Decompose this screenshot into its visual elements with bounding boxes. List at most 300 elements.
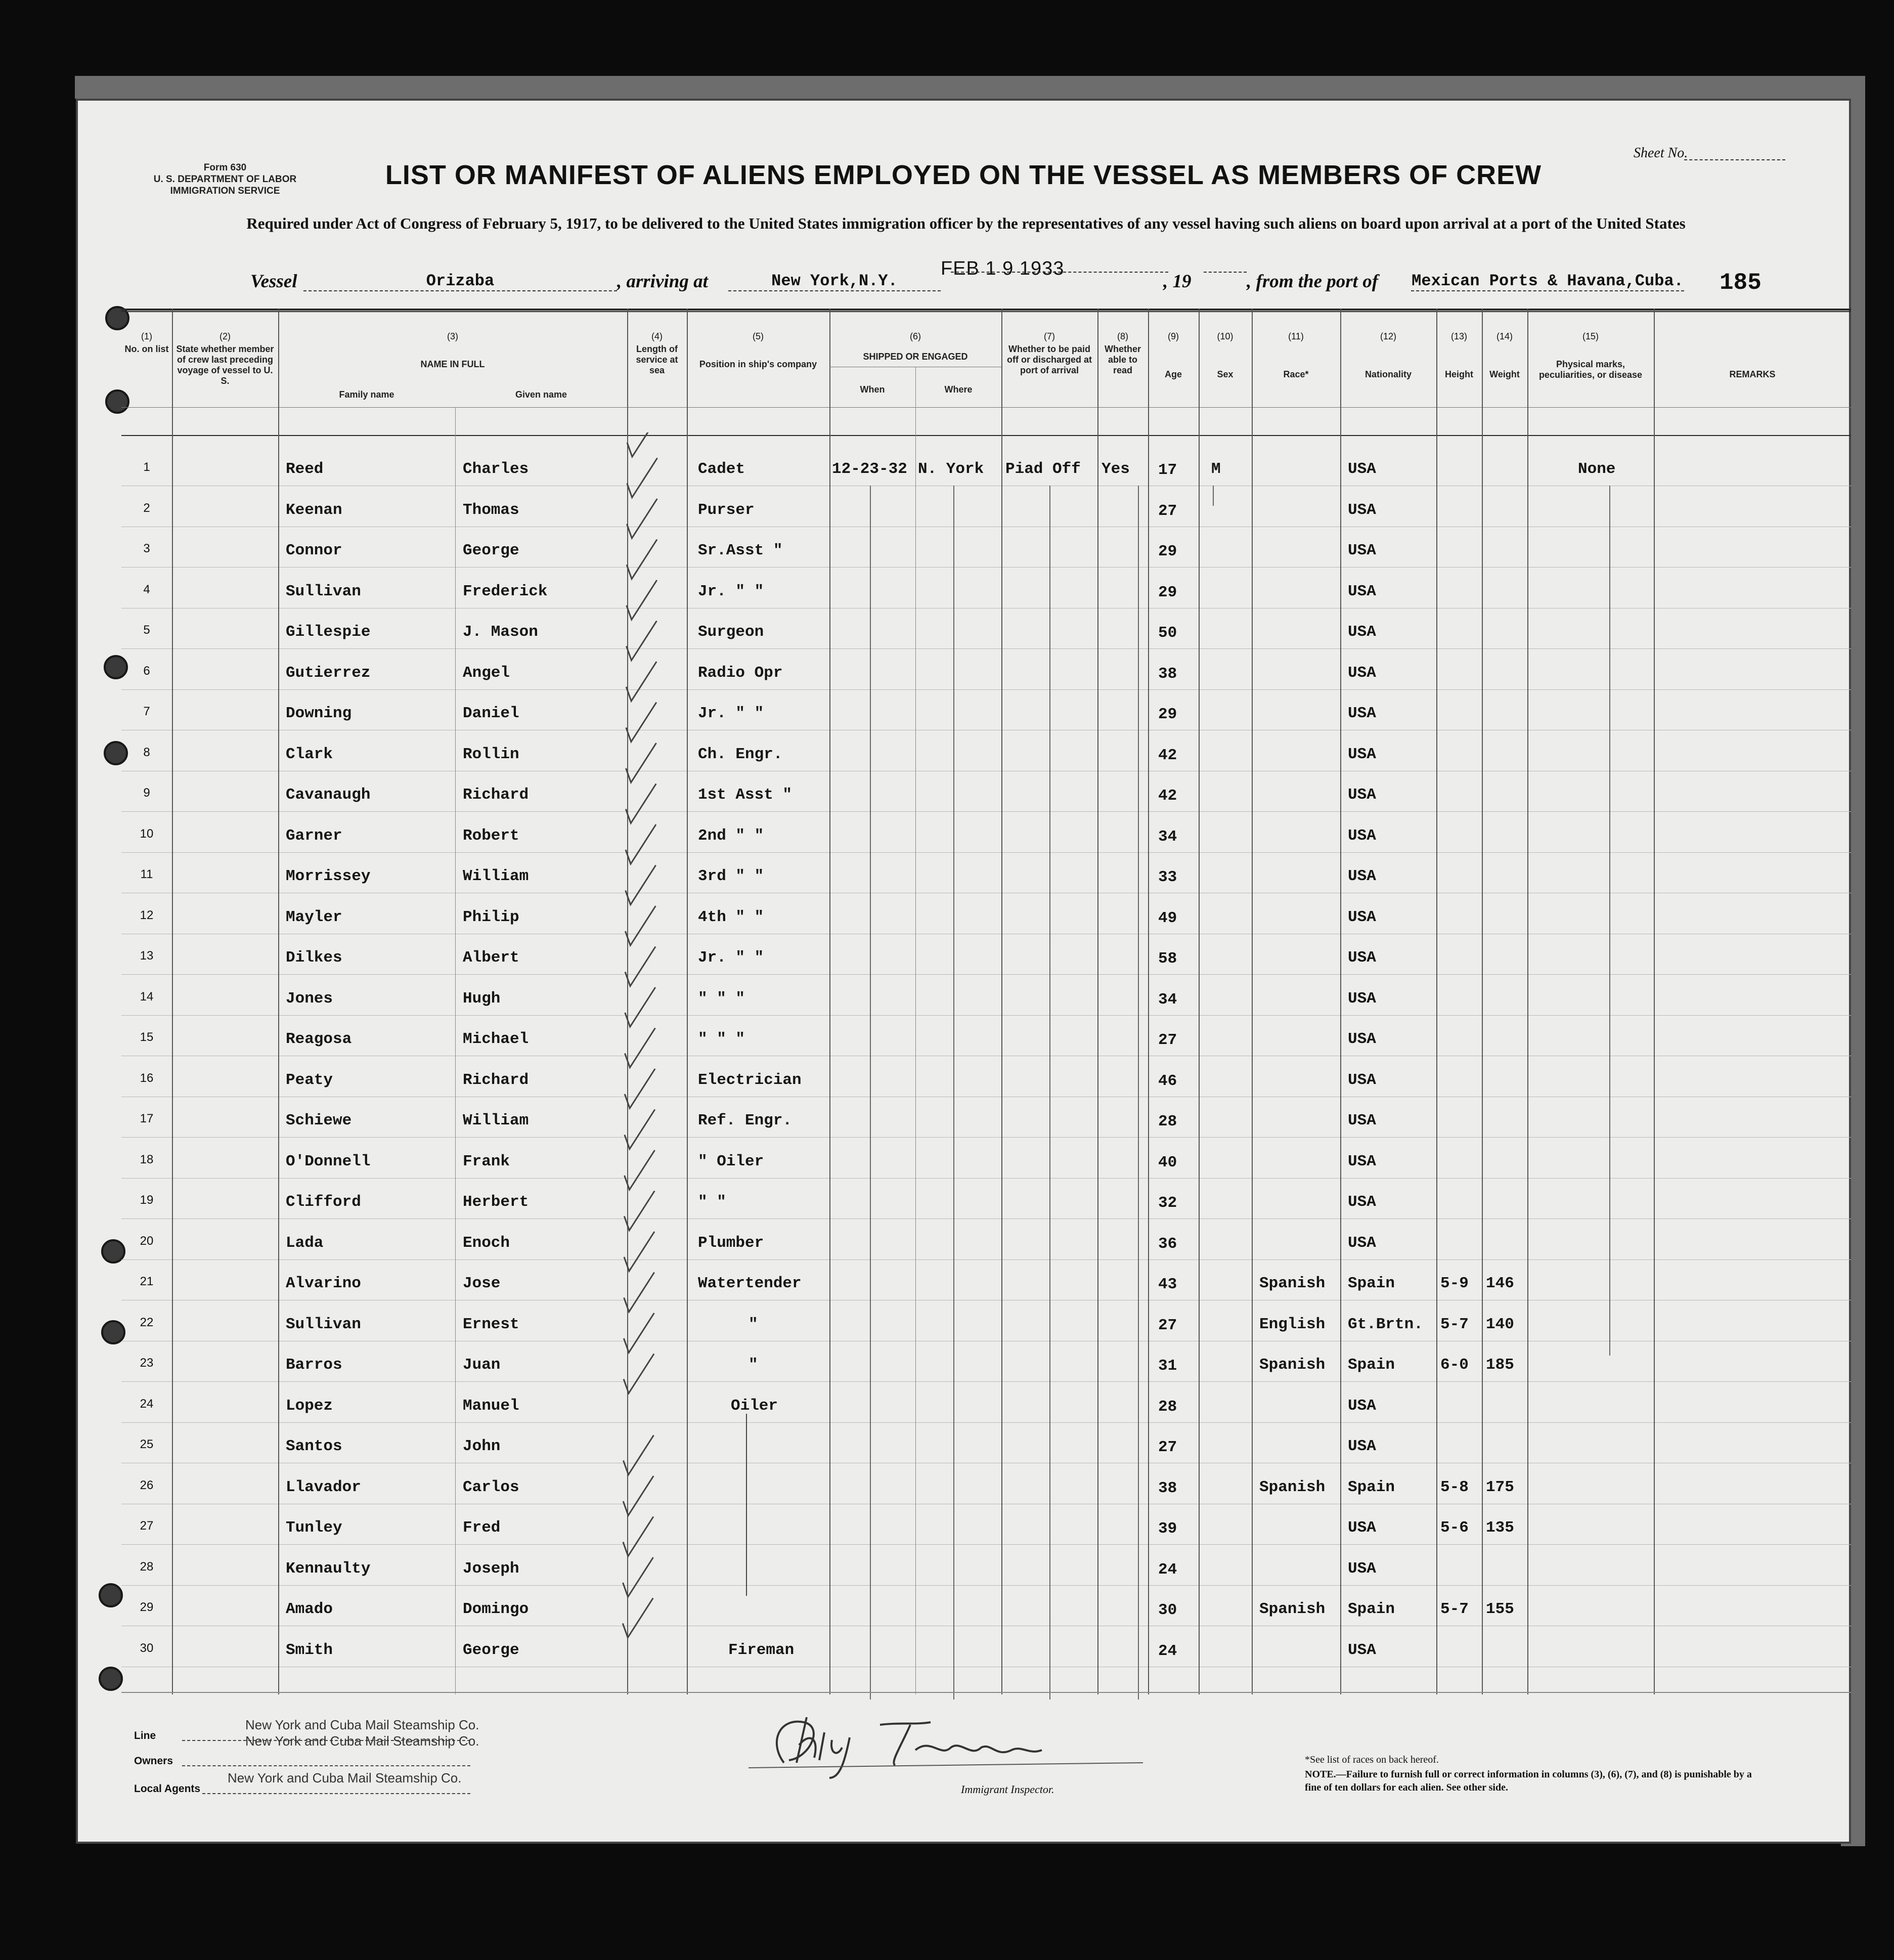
cell-position: 1st Asst " — [698, 786, 792, 804]
cell-age: 39 — [1158, 1520, 1177, 1538]
column-number: (4) — [651, 331, 663, 341]
cell-age: 27 — [1158, 1316, 1177, 1334]
cell-position: Oiler — [731, 1397, 778, 1415]
col-divider — [172, 309, 173, 1694]
cell-nationality: USA — [1348, 1234, 1376, 1252]
cell-nationality: USA — [1348, 623, 1376, 641]
cell-nationality: Spain — [1348, 1275, 1395, 1292]
cell-nationality: USA — [1348, 867, 1376, 885]
cell-family: Lopez — [286, 1397, 333, 1415]
cell-no: 28 — [140, 1559, 154, 1574]
cell-no: 22 — [140, 1315, 154, 1329]
service-checkmark — [625, 1069, 655, 1108]
cell-height: 6-0 — [1440, 1356, 1469, 1374]
cell-given: Jose — [463, 1275, 501, 1292]
inspector-label: Immigrant Inspector. — [961, 1783, 1054, 1796]
column-header: Length of service at sea — [636, 344, 678, 375]
vessel-name: Orizaba — [303, 272, 617, 291]
row-rule — [121, 811, 1851, 812]
cell-weight: 146 — [1486, 1275, 1514, 1292]
row-rule — [121, 689, 1851, 690]
cell-family: Connor — [286, 542, 342, 559]
col-divider — [1482, 309, 1483, 1694]
column-header: Height — [1445, 369, 1473, 379]
col-divider — [1654, 309, 1655, 1694]
col-divider — [1199, 309, 1200, 1694]
col-divider — [1001, 309, 1002, 1694]
service-checkmark — [623, 1476, 653, 1515]
row-rule — [121, 1259, 1851, 1260]
cell-no: 26 — [140, 1478, 154, 1492]
cell-age: 42 — [1158, 746, 1177, 764]
cell-position: 3rd " " — [698, 867, 764, 885]
col-divider — [1527, 309, 1528, 1694]
column-header: SHIPPED OR ENGAGED — [863, 352, 968, 362]
sheet-label: Sheet No. — [1634, 145, 1688, 161]
cell-position: " Oiler — [698, 1152, 764, 1170]
cell-no: 24 — [140, 1397, 154, 1411]
cell-family: O'Donnell — [286, 1152, 371, 1170]
races-note: *See list of races on back hereof. — [1305, 1754, 1439, 1765]
cell-age: 40 — [1158, 1153, 1177, 1171]
cell-when: 12-23-32 — [832, 460, 907, 478]
cell-given: Joseph — [463, 1559, 519, 1578]
col-divider — [1097, 309, 1098, 1694]
cell-given: Richard — [463, 786, 529, 804]
cell-nationality: USA — [1348, 1519, 1376, 1537]
column-header: Whether able to read — [1105, 344, 1141, 375]
cell-position: Purser — [698, 501, 755, 519]
cell-family: Kennaulty — [286, 1559, 371, 1578]
cell-family: Barros — [286, 1356, 342, 1374]
column-header: Age — [1164, 369, 1182, 379]
line-stamp: New York and Cuba Mail Steamship Co. — [245, 1717, 479, 1732]
cell-position: Fireman — [728, 1641, 795, 1659]
cell-weight: 175 — [1486, 1478, 1514, 1496]
cell-race: Spanish — [1259, 1600, 1326, 1618]
cell-race: English — [1259, 1315, 1326, 1333]
cell-age: 36 — [1158, 1235, 1177, 1253]
agents-label: Local Agents — [134, 1783, 201, 1795]
cell-race: Spanish — [1259, 1356, 1326, 1374]
service-checkmark — [625, 1150, 655, 1190]
cell-nationality: USA — [1348, 542, 1376, 559]
cell-position: 2nd " " — [698, 826, 764, 845]
service-checkmark — [627, 540, 657, 579]
cell-position: 4th " " — [698, 908, 764, 926]
cell-height: 5-7 — [1440, 1600, 1469, 1618]
ditto-line-read — [1138, 486, 1139, 1700]
service-checkmark — [624, 1232, 654, 1271]
cell-sex: M — [1211, 460, 1221, 478]
cell-nationality: USA — [1348, 1152, 1376, 1170]
cell-nationality: USA — [1348, 826, 1376, 845]
cell-no: 1 — [143, 460, 150, 474]
cell-given: Manuel — [463, 1397, 519, 1415]
column-number: (8) — [1117, 331, 1128, 341]
service-checkmark — [626, 743, 656, 782]
table-top-rule — [121, 309, 1851, 311]
cell-read: Yes — [1102, 460, 1130, 478]
column-header: Whether to be paid off or discharged at port of arrival — [1006, 344, 1092, 375]
cell-height: 5-7 — [1440, 1315, 1469, 1333]
col-divider — [455, 407, 456, 1694]
cell-nationality: USA — [1348, 582, 1376, 600]
column-number: (12) — [1380, 331, 1396, 341]
cell-marks: None — [1578, 460, 1616, 478]
cell-nationality: USA — [1348, 705, 1376, 722]
cell-age: 32 — [1158, 1194, 1177, 1212]
cell-given: Philip — [463, 908, 519, 926]
cell-no: 6 — [143, 664, 150, 678]
ditto-line-when — [870, 486, 871, 1700]
cell-position: Radio Opr — [698, 664, 783, 682]
cell-age: 29 — [1158, 706, 1177, 723]
cell-no: 14 — [140, 989, 154, 1004]
cell-family: Jones — [286, 989, 333, 1008]
column-number: (13) — [1450, 331, 1467, 341]
cell-nationality: USA — [1348, 1071, 1376, 1089]
cell-age: 27 — [1158, 502, 1177, 520]
cell-family: Sullivan — [286, 582, 361, 600]
row-rule — [121, 1585, 1851, 1586]
row-rule — [121, 567, 1851, 568]
column-header: Nationality — [1364, 369, 1412, 379]
cell-given: Frank — [463, 1152, 510, 1170]
service-checkmark — [624, 1354, 654, 1393]
cell-family: Gutierrez — [286, 664, 371, 682]
cell-race: Spanish — [1259, 1275, 1326, 1292]
cell-height: 5-6 — [1440, 1519, 1469, 1537]
cell-given: Ernest — [463, 1315, 519, 1333]
cell-weight: 185 — [1486, 1356, 1514, 1374]
column-number: (10) — [1217, 331, 1234, 341]
cell-height: 5-8 — [1440, 1478, 1469, 1496]
cell-age: 58 — [1158, 950, 1177, 968]
row-rule — [121, 1137, 1851, 1138]
cell-given: William — [463, 867, 529, 885]
cell-given: Angel — [463, 664, 510, 682]
cell-age: 28 — [1158, 1113, 1177, 1130]
column-header: Sex — [1217, 369, 1234, 379]
given-name-header: Given name — [515, 389, 567, 400]
cell-position: " — [748, 1356, 758, 1374]
cell-position: Ch. Engr. — [698, 745, 783, 763]
inspector-signature — [748, 1702, 1204, 1788]
cell-age: 49 — [1158, 909, 1177, 927]
cell-nationality: USA — [1348, 989, 1376, 1008]
cell-position: Cadet — [698, 460, 745, 478]
table-top-rule-inner — [121, 311, 1851, 312]
cell-given: Herbert — [463, 1193, 529, 1211]
cell-given: J. Mason — [463, 623, 538, 641]
service-checkmark — [624, 1313, 654, 1353]
cell-nationality: USA — [1348, 745, 1376, 763]
column-number: (2) — [219, 331, 231, 341]
cell-family: Lada — [286, 1234, 324, 1252]
column-header: State whether member of crew last preceding voyage of vessel to U. S. — [176, 344, 274, 386]
col-divider — [1436, 309, 1437, 1694]
row-rule — [121, 1381, 1851, 1382]
cell-family: Llavador — [286, 1478, 361, 1496]
column-header: No. on list — [124, 344, 169, 354]
cell-given: Fred — [463, 1519, 501, 1537]
cell-age: 43 — [1158, 1276, 1177, 1293]
column-number: (9) — [1168, 331, 1179, 341]
cell-age: 38 — [1158, 1479, 1177, 1497]
service-checkmark — [626, 703, 656, 742]
service-checkmark — [627, 499, 657, 538]
cell-family: Alvarino — [286, 1275, 361, 1292]
service-checkmark — [626, 824, 656, 864]
service-checkmark — [627, 432, 657, 457]
cell-given: Juan — [463, 1356, 501, 1374]
year-prefix: , 19 — [1163, 271, 1192, 292]
column-number: (3) — [447, 331, 458, 341]
cell-weight: 140 — [1486, 1315, 1514, 1333]
paper-edge-top — [75, 76, 1865, 99]
when-header: When — [860, 384, 885, 395]
departure-port: Mexican Ports & Havana,Cuba. — [1412, 272, 1684, 290]
column-number: (15) — [1582, 331, 1599, 341]
cell-no: 9 — [143, 786, 150, 800]
form-number: Form 630 — [203, 162, 247, 173]
cell-position: Electrician — [698, 1071, 802, 1089]
column-header: NAME IN FULL — [420, 359, 485, 369]
service-checkmarks — [622, 432, 698, 1743]
cell-no: 13 — [140, 949, 154, 963]
cell-family: Gillespie — [286, 623, 371, 641]
cell-age: 42 — [1158, 787, 1177, 805]
cell-age: 34 — [1158, 827, 1177, 846]
cell-age: 28 — [1158, 1398, 1177, 1416]
cell-nationality: USA — [1348, 1559, 1376, 1578]
cell-no: 17 — [140, 1112, 154, 1125]
cell-nationality: Spain — [1348, 1356, 1395, 1374]
column-number: (1) — [141, 331, 152, 341]
where-header: Where — [944, 384, 973, 395]
cell-given: Michael — [463, 1030, 529, 1048]
ditto-line-paid — [1049, 486, 1050, 1700]
cell-family: Reagosa — [286, 1030, 352, 1048]
cell-age: 50 — [1158, 624, 1177, 642]
cell-family: Santos — [286, 1438, 342, 1455]
cell-nationality: USA — [1348, 1030, 1376, 1048]
cell-nationality: USA — [1348, 1193, 1376, 1211]
cell-family: Mayler — [286, 908, 342, 926]
cell-no: 20 — [140, 1234, 154, 1248]
cell-given: Richard — [463, 1071, 529, 1089]
cell-family: Amado — [286, 1600, 333, 1618]
cell-age: 27 — [1158, 1439, 1177, 1456]
cell-race: Spanish — [1259, 1478, 1326, 1496]
cell-weight: 155 — [1486, 1600, 1514, 1618]
cell-given: Charles — [463, 460, 529, 478]
cell-age: 38 — [1158, 665, 1177, 683]
cell-no: 7 — [143, 705, 150, 718]
cell-age: 31 — [1158, 1357, 1177, 1375]
cell-no: 15 — [140, 1030, 154, 1044]
penalty-note: NOTE.—Failure to furnish full or correct information in columns (3), (6), (7), and (8) is punishable by a fine of ten dollars for each alien. See other side. — [1305, 1769, 1752, 1793]
service-checkmark — [625, 906, 655, 945]
cell-position: Jr. " " — [698, 582, 764, 600]
manifest-sheet — [76, 99, 1851, 1844]
col-divider — [1252, 309, 1253, 1694]
owners-stamp: New York and Cuba Mail Steamship Co. — [245, 1733, 479, 1749]
row-rule — [121, 852, 1851, 853]
cell-nationality: Spain — [1348, 1478, 1395, 1496]
cell-family: Schiewe — [286, 1112, 352, 1129]
cell-position: Surgeon — [698, 623, 764, 641]
cell-family: Cavanaugh — [286, 786, 371, 804]
cell-family: Dilkes — [286, 949, 342, 967]
cell-age: 24 — [1158, 1560, 1177, 1579]
cell-family: Reed — [286, 460, 324, 478]
cell-no: 27 — [140, 1519, 154, 1533]
cell-nationality: USA — [1348, 949, 1376, 967]
cell-no: 19 — [140, 1193, 154, 1207]
cell-position: " " " — [698, 1030, 745, 1048]
cell-height: 5-9 — [1440, 1275, 1469, 1292]
column-number: (14) — [1496, 331, 1513, 341]
cell-given: Enoch — [463, 1234, 510, 1252]
service-name: IMMIGRATION SERVICE — [170, 186, 280, 196]
cell-no: 29 — [140, 1600, 154, 1614]
cell-no: 8 — [143, 745, 150, 759]
line-label: Line — [134, 1730, 156, 1741]
cell-position: Jr. " " — [698, 949, 764, 967]
cell-nationality: USA — [1348, 1641, 1376, 1659]
service-checkmark — [624, 1191, 654, 1231]
arrival-date-field — [951, 272, 1168, 273]
cell-given: Albert — [463, 949, 519, 967]
cell-given: Robert — [463, 826, 519, 845]
row-rule — [121, 974, 1851, 975]
ditto-line-sex — [1213, 486, 1214, 506]
col-divider — [1148, 309, 1149, 1694]
punch-hole — [99, 1583, 123, 1607]
cell-nationality: USA — [1348, 460, 1376, 478]
cell-age: 34 — [1158, 990, 1177, 1009]
cell-age: 27 — [1158, 1031, 1177, 1049]
cell-given: Carlos — [463, 1478, 519, 1496]
column-header: Race* — [1283, 369, 1309, 379]
cell-age: 29 — [1158, 543, 1177, 560]
column-number: (11) — [1288, 331, 1304, 341]
column-number: (6) — [910, 331, 921, 341]
cell-position: Jr. " " — [698, 705, 764, 722]
cell-position: Watertender — [698, 1275, 802, 1292]
cell-position: Sr.Asst " — [698, 542, 783, 559]
service-checkmark — [623, 1517, 653, 1556]
cell-nationality: USA — [1348, 908, 1376, 926]
cell-family: Peaty — [286, 1071, 333, 1089]
service-checkmark — [625, 1110, 655, 1149]
cell-position: Ref. Engr. — [698, 1112, 792, 1129]
cell-age: 17 — [1158, 461, 1177, 479]
crew-table — [121, 309, 1851, 1694]
cell-nationality: Gt.Brtn. — [1348, 1315, 1423, 1333]
ditto-line-marks — [1609, 486, 1610, 1356]
page-number: 185 — [1720, 270, 1761, 296]
column-header: Weight — [1489, 369, 1520, 379]
cell-no: 5 — [143, 623, 150, 637]
column-number: (5) — [753, 331, 764, 341]
cell-no: 12 — [140, 908, 154, 922]
column-header: REMARKS — [1729, 369, 1776, 379]
service-checkmark — [626, 865, 656, 905]
cell-paid: Piad Off — [1005, 460, 1081, 478]
row-rule — [121, 1178, 1851, 1179]
family-name-header: Family name — [339, 389, 394, 400]
column-number: (7) — [1044, 331, 1055, 341]
punch-hole — [99, 1667, 123, 1691]
service-checkmark — [625, 987, 655, 1027]
col-divider — [829, 309, 830, 1694]
cell-nationality: USA — [1348, 1112, 1376, 1129]
ditto-line-where — [953, 486, 954, 1700]
cell-nationality: USA — [1348, 1438, 1376, 1455]
cell-given: Rollin — [463, 745, 519, 763]
agents-stamp: New York and Cuba Mail Steamship Co. — [228, 1770, 462, 1785]
cell-given: William — [463, 1112, 529, 1129]
row-rule — [121, 1544, 1851, 1545]
col-divider — [278, 309, 279, 1694]
cell-age: 30 — [1158, 1601, 1177, 1619]
cell-no: 3 — [143, 542, 150, 555]
cell-no: 2 — [143, 501, 150, 515]
footer-rule — [121, 1692, 1851, 1693]
cell-given: Hugh — [463, 989, 501, 1008]
service-checkmark — [626, 662, 656, 701]
page-title: LIST OR MANIFEST OF ALIENS EMPLOYED ON THE VESSEL AS MEMBERS OF CREW — [385, 160, 1542, 190]
vessel-label: Vessel — [250, 271, 297, 292]
service-checkmark — [626, 784, 656, 823]
subheader-rule — [121, 407, 1851, 408]
cell-family: Morrissey — [286, 867, 371, 885]
agents-field — [202, 1793, 470, 1794]
cell-position: " — [748, 1315, 758, 1333]
column-header: Physical marks, peculiarities, or disease — [1538, 359, 1643, 380]
cell-no: 11 — [140, 867, 153, 881]
column-header: Position in ship's company — [699, 359, 817, 369]
cell-weight: 135 — [1486, 1519, 1514, 1537]
row-rule — [121, 1422, 1851, 1423]
row-rule — [121, 1015, 1851, 1016]
service-checkmark — [627, 580, 657, 620]
header-bottom-rule — [121, 435, 1851, 436]
service-checkmark — [623, 1598, 653, 1638]
row-rule — [121, 648, 1851, 649]
cell-no: 30 — [140, 1641, 154, 1655]
cell-family: Sullivan — [286, 1315, 361, 1333]
cell-given: Frederick — [463, 582, 548, 600]
service-checkmark — [623, 1557, 653, 1597]
cell-given: Domingo — [463, 1600, 529, 1618]
year-field — [1204, 272, 1247, 273]
service-checkmark — [627, 458, 657, 498]
cell-family: Tunley — [286, 1519, 342, 1537]
cell-position: " " " — [698, 989, 745, 1008]
cell-position: " " — [698, 1193, 726, 1211]
cell-family: Downing — [286, 705, 352, 722]
service-checkmark — [627, 621, 657, 661]
cell-nationality: USA — [1348, 786, 1376, 804]
page-subtitle: Required under Act of Congress of February 5, 1917, to be delivered to the United States immigration officer by the representatives of any vessel having such aliens on board upon arrival at a port of the United States — [246, 214, 1686, 232]
col-divider — [1340, 309, 1341, 1694]
from-port-label: , from the port of — [1247, 271, 1379, 292]
cell-family: Clark — [286, 745, 333, 763]
